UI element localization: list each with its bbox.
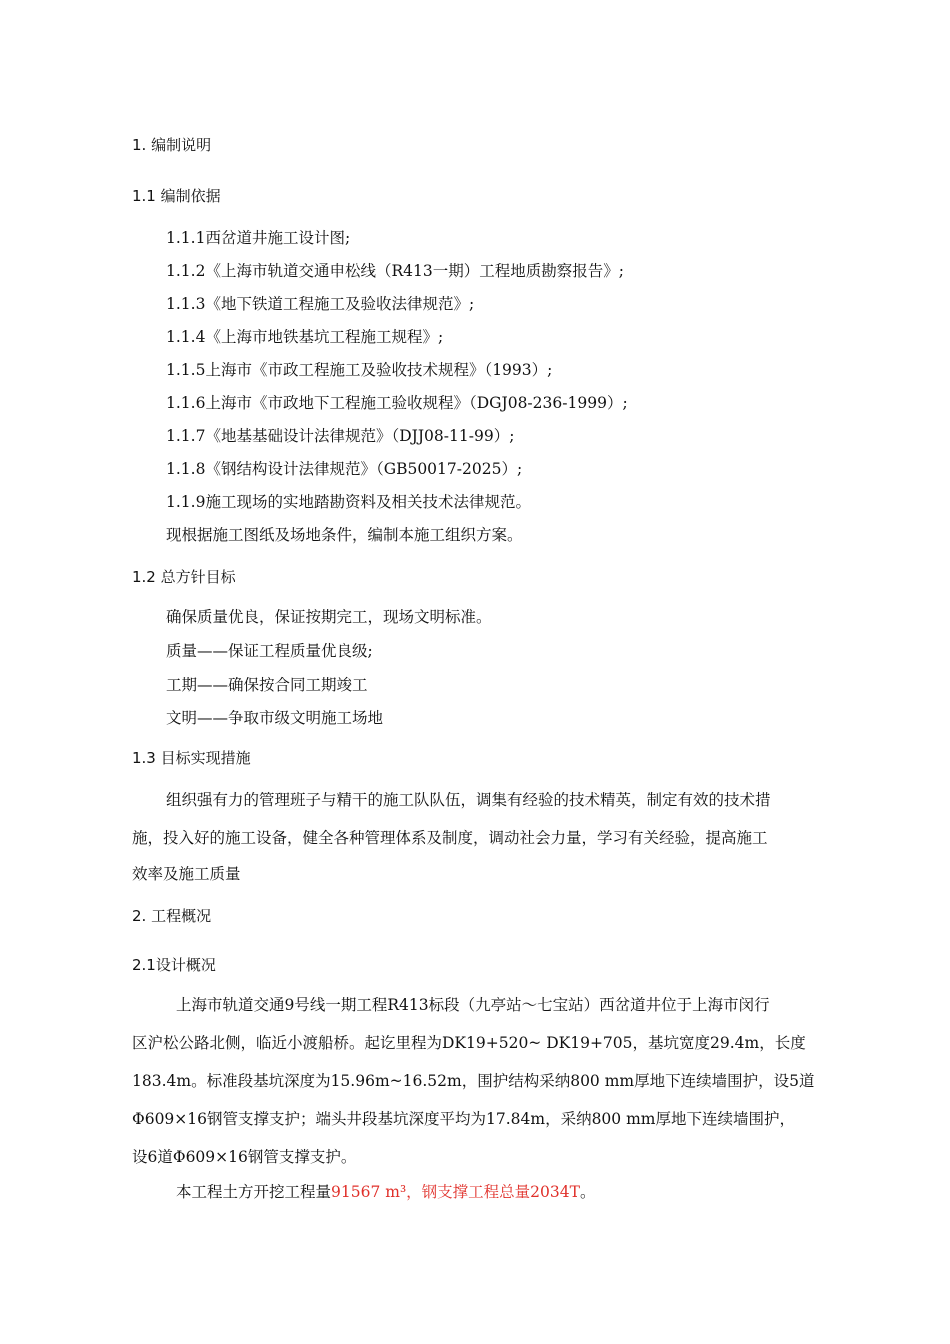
- goal-line: 确保质量优良，保证按期完工，现场文明标准。: [166, 608, 492, 626]
- measures-line: 效率及施工质量: [132, 865, 241, 883]
- goal-line: 质量——保证工程质量优良级;: [166, 642, 373, 660]
- section-1-3-heading: 1.3 目标实现措施: [132, 749, 251, 767]
- measures-line: 施，投入好的施工设备，健全各种管理体系及制度，调动社会力量，学习有关经验，提高施工: [132, 829, 768, 847]
- quantities-suffix: 。: [579, 1183, 596, 1201]
- section-2-heading: 2. 工程概况: [132, 907, 212, 925]
- reference-item: 1.1.6上海市《市政地下工程施工验收规程》（DGJ08-236-1999）;: [166, 394, 628, 412]
- goal-line: 文明——争取市级文明施工场地: [166, 709, 384, 727]
- design-overview-line: 区沪松公路北侧，临近小渡船桥。起讫里程为DK19+520~ DK19+705，基坑宽度29.4m，长度: [132, 1034, 806, 1052]
- goal-line: 工期——确保按合同工期竣工: [166, 676, 368, 694]
- reference-item: 1.1.1西岔道井施工设计图;: [166, 229, 351, 247]
- section-1-2-heading: 1.2 总方针目标: [132, 568, 236, 586]
- quantities-line: [176, 1182, 595, 1202]
- section-2-1-heading: 2.1设计概况: [132, 956, 216, 974]
- section-1-heading: 1. 编制说明: [132, 136, 212, 154]
- design-overview-line: 设6道Φ609×16钢管支撑支护。: [132, 1148, 357, 1166]
- reference-item: 1.1.9施工现场的实地踏勘资料及相关技术法律规范。: [166, 493, 531, 511]
- design-overview-line: 183.4m。标准段基坑深度为15.96m~16.52m，围护结构采纳800 mm厚地下连续墙围护，设5道: [132, 1072, 815, 1090]
- reference-item: 1.1.2《上海市轨道交通申松线（R413一期）工程地质勘察报告》;: [166, 262, 624, 280]
- section-1-1-heading: 1.1 编制依据: [132, 187, 221, 205]
- reference-item: 1.1.4《上海市地铁基坑工程施工规程》;: [166, 328, 444, 346]
- quantities-highlight: 91567 m³，钢支撑工程总量2034T: [331, 1183, 580, 1201]
- section-1-1-closing: 现根据施工图纸及场地条件，编制本施工组织方案。: [166, 526, 523, 544]
- design-overview-line: 上海市轨道交通9号线一期工程R413标段（九亭站～七宝站）西岔道井位于上海市闵行: [176, 996, 770, 1014]
- quantities-prefix: 本工程土方开挖工程量: [176, 1183, 332, 1201]
- design-overview-line: Φ609×16钢管支撑支护；端头井段基坑深度平均为17.84m，采纳800 mm厚地下连续墙围护，: [132, 1110, 795, 1128]
- reference-item: 1.1.5上海市《市政工程施工及验收技术规程》（1993）;: [166, 361, 553, 379]
- reference-item: 1.1.3《地下铁道工程施工及验收法律规范》;: [166, 295, 475, 313]
- reference-item: 1.1.8《钢结构设计法律规范》（GB50017-2025）;: [166, 460, 523, 478]
- measures-line: 组织强有力的管理班子与精干的施工队队伍，调集有经验的技术精英，制定有效的技术措: [166, 791, 771, 809]
- reference-item: 1.1.7《地基基础设计法律规范》（DJJ08-11-99）;: [166, 427, 515, 445]
